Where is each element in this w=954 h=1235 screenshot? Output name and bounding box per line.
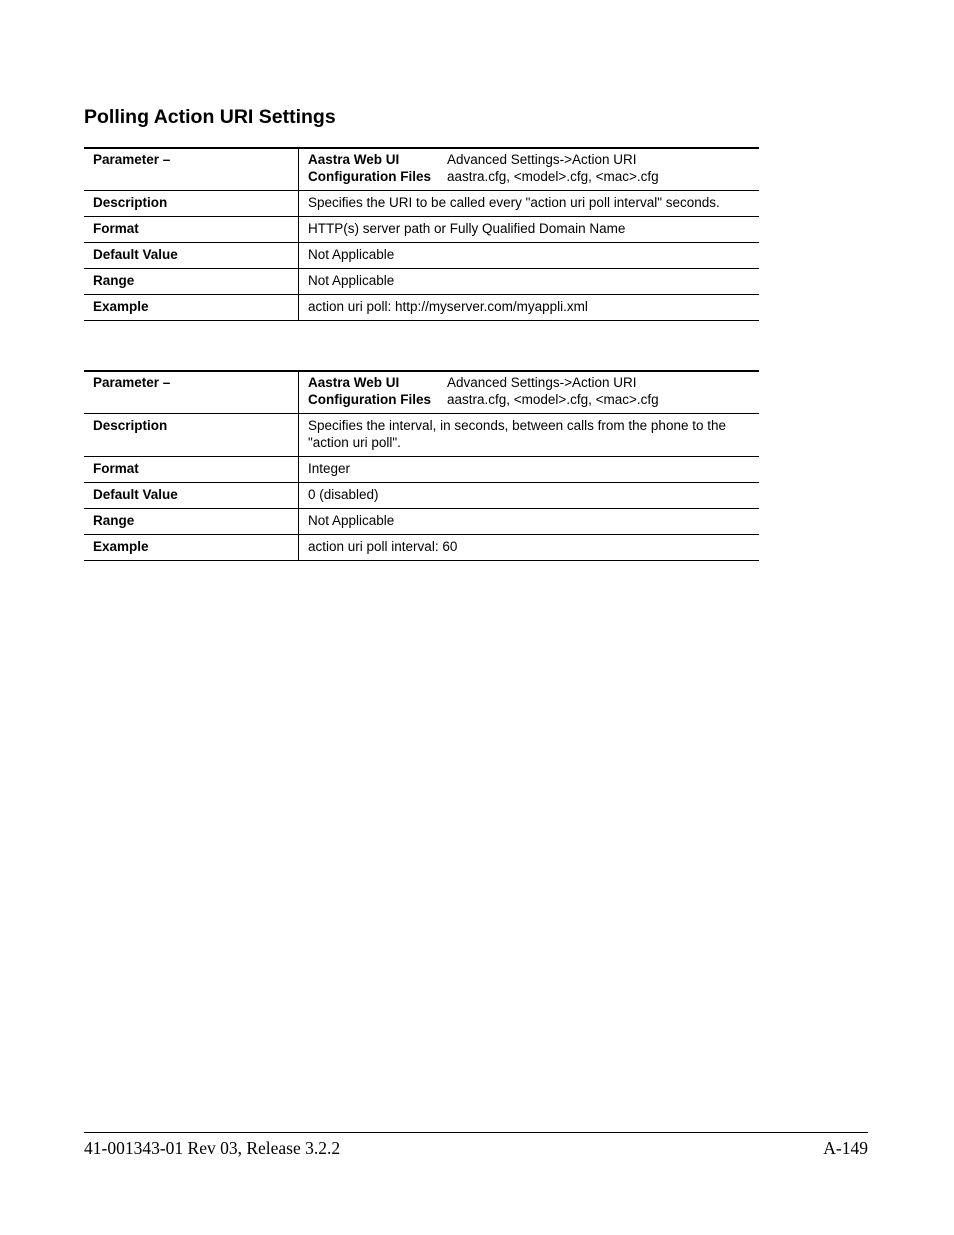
web-ui-label: Aastra Web UI xyxy=(308,375,400,390)
row-value: Not Applicable xyxy=(299,509,760,535)
row-label: Description xyxy=(84,414,299,457)
parameter-label: Parameter – xyxy=(84,371,299,414)
row-label: Default Value xyxy=(84,243,299,269)
table-header-row xyxy=(84,371,759,414)
row-label: Description xyxy=(84,191,299,217)
row-label: Example xyxy=(84,295,299,321)
section-title: Polling Action URI Settings xyxy=(84,106,336,128)
table-row xyxy=(84,295,759,321)
footer-divider xyxy=(84,1132,868,1133)
row-value: Integer xyxy=(299,457,760,483)
config-files-label: Configuration Files xyxy=(308,169,431,184)
parameter-label: Parameter – xyxy=(84,148,299,191)
parameter-source-cell xyxy=(299,148,760,191)
table-row xyxy=(84,509,759,535)
table-row xyxy=(84,217,759,243)
row-label: Format xyxy=(84,457,299,483)
row-label: Range xyxy=(84,269,299,295)
table-row xyxy=(84,414,759,457)
table-row xyxy=(84,269,759,295)
parameter-table-action-uri-poll xyxy=(84,147,759,321)
row-value: Specifies the interval, in seconds, between calls from the phone to the "action uri poll". xyxy=(299,414,760,457)
row-value: Not Applicable xyxy=(299,243,760,269)
table-row xyxy=(84,535,759,561)
web-ui-value: Advanced Settings->Action URI xyxy=(447,152,637,167)
row-label: Format xyxy=(84,217,299,243)
table-row xyxy=(84,457,759,483)
row-label: Default Value xyxy=(84,483,299,509)
table-row xyxy=(84,243,759,269)
footer-page-number: A-149 xyxy=(823,1138,868,1158)
table-row xyxy=(84,483,759,509)
table-header-row xyxy=(84,148,759,191)
web-ui-value: Advanced Settings->Action URI xyxy=(447,375,637,390)
row-value: 0 (disabled) xyxy=(299,483,760,509)
config-files-label: Configuration Files xyxy=(308,392,431,407)
row-value: action uri poll interval: 60 xyxy=(299,535,760,561)
web-ui-label: Aastra Web UI xyxy=(308,152,400,167)
row-label: Example xyxy=(84,535,299,561)
footer-doc-id: 41-001343-01 Rev 03, Release 3.2.2 xyxy=(84,1138,341,1158)
row-value: action uri poll: http://myserver.com/myappli.xml xyxy=(299,295,760,321)
parameter-source-cell xyxy=(299,371,760,414)
parameter-table-action-uri-poll-interval xyxy=(84,370,759,561)
config-files-value: aastra.cfg, <model>.cfg, <mac>.cfg xyxy=(447,392,659,407)
row-value: Specifies the URI to be called every "action uri poll interval" seconds. xyxy=(299,191,760,217)
config-files-value: aastra.cfg, <model>.cfg, <mac>.cfg xyxy=(447,169,659,184)
row-value: Not Applicable xyxy=(299,269,760,295)
table-row xyxy=(84,191,759,217)
row-value: HTTP(s) server path or Fully Qualified Domain Name xyxy=(299,217,760,243)
row-label: Range xyxy=(84,509,299,535)
